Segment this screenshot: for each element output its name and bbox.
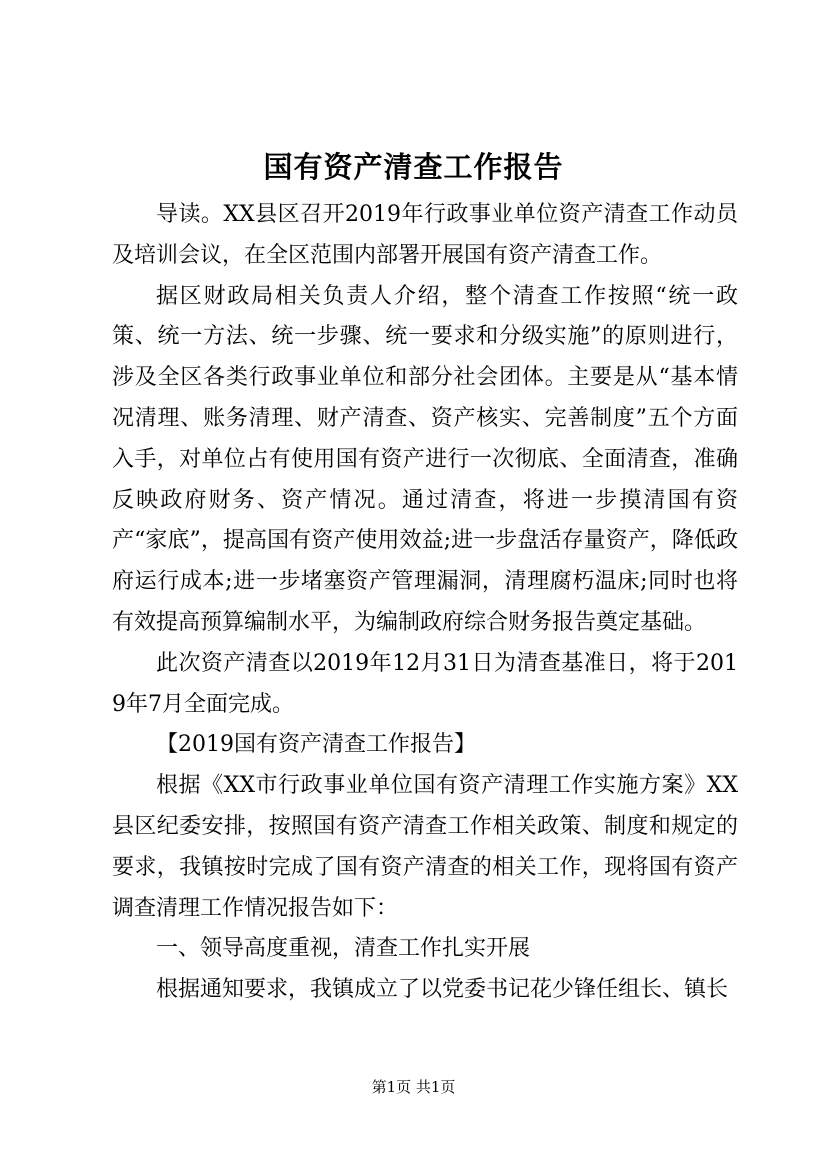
paragraph-schedule: 此次资产清查以2019年12月31日为清查基准日，将于2019年7月全面完成。 xyxy=(112,650,738,717)
document-title: 国有资产清查工作报告 xyxy=(263,150,564,184)
paragraph-intro: 导读。XX县区召开2019年行政事业单位资产清查工作动员及培训会议，在全区范围内部署开展国有资产清查工作。 xyxy=(112,202,738,268)
section-heading-one: 一、领导高度重视，清查工作扎实开展 xyxy=(156,936,531,962)
paragraph-basis: 根据《XX市行政事业单位国有资产清理工作实施方案》XX县区纪委安排，按照国有资产清查工作相关政策、制度和规定的要求，我镇按时完成了国有资产清查的相关工作，现将国有资产调查清理工作情况报告如下： xyxy=(112,773,738,921)
section-heading-report: 【2019国有资产清查工作报告】 xyxy=(156,732,476,758)
page-footer: 第1页 共1页 xyxy=(371,1078,456,1096)
paragraph-description: 据区财政局相关负责人介绍，整个清查工作按照“统一政策、统一方法、统一步骤、统一要求和分级实施”的原则进行，涉及全区各类行政事业单位和部分社会团体。主要是从“基本情况清理、账务清理、财产清查、资产核实、完善制度”五个方面入手，对单位占有使用国有资产进行一次彻底、全面清查，准确反映政府财务、资产情况。通过清查，将进一步摸清国有资产“家底”，提高国有资产使用效益;进一步盘活存量资产，降低政府运行成本;进一步堵塞资产管理漏洞，清理腐朽温床;同时也将有效提高预算编制水平，为编制政府综合财务报告奠定基础。 xyxy=(112,283,738,635)
document-body xyxy=(112,195,738,1011)
paragraph-organization: 根据通知要求，我镇成立了以党委书记花少锋任组长、镇长 xyxy=(156,977,729,1003)
